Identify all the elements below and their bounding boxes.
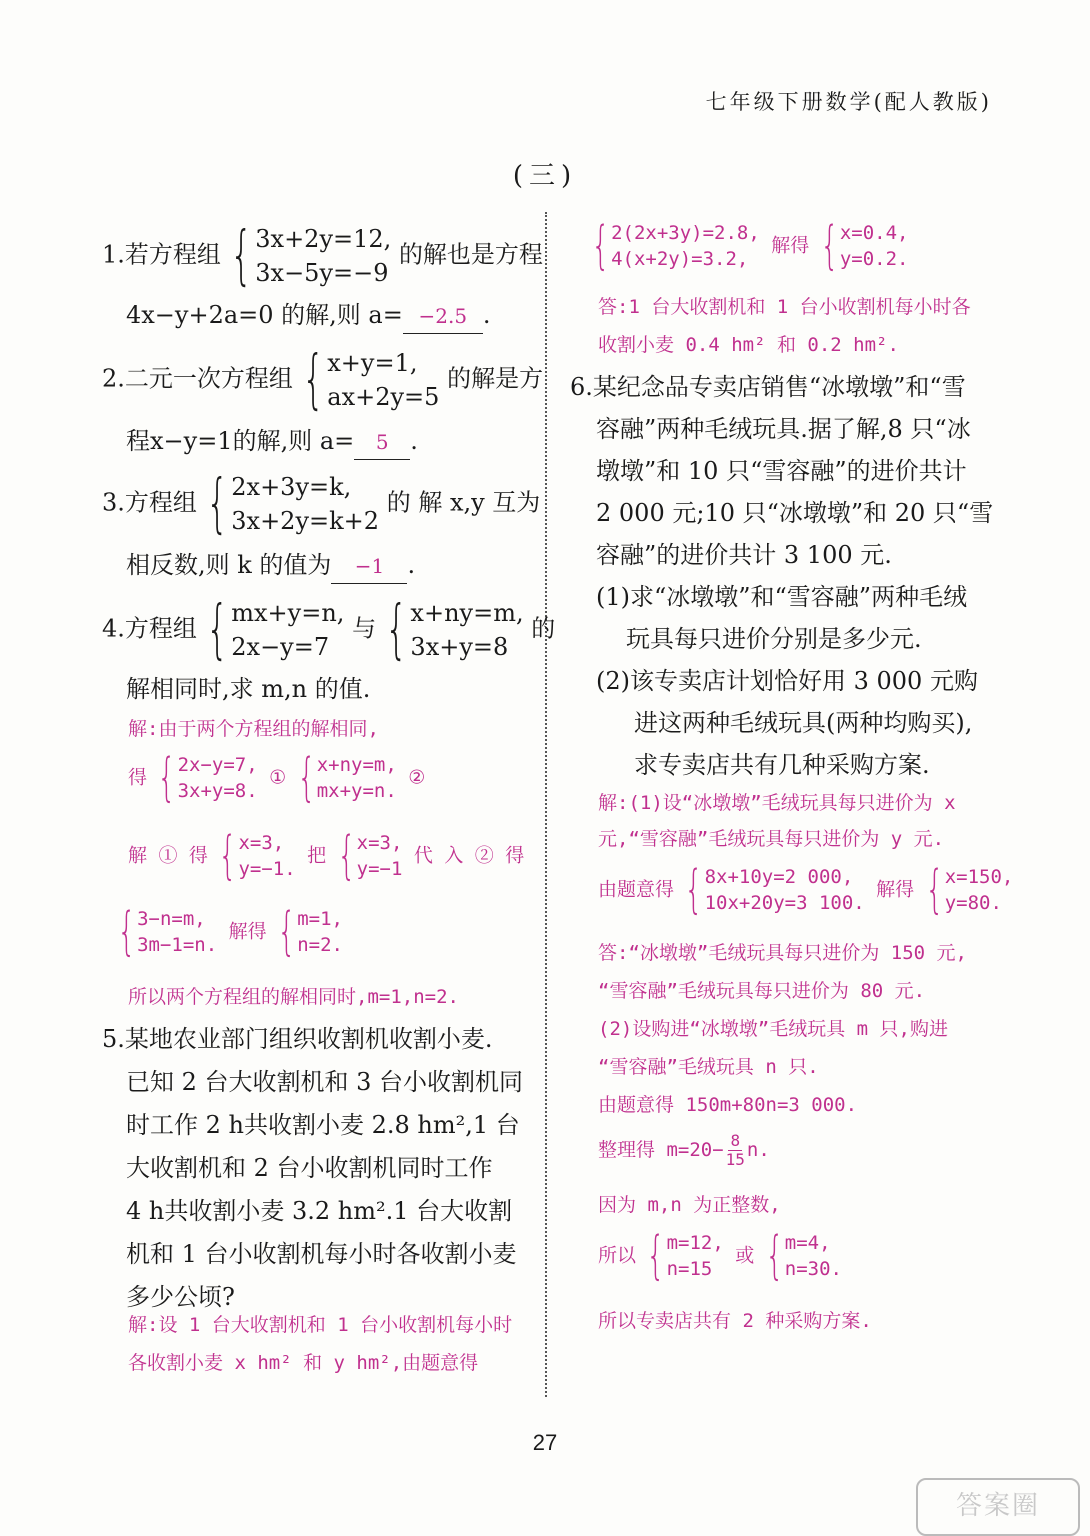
book-header: 七年级下册数学(配人教版) — [705, 90, 992, 114]
question-4: 4.方程组 { mx+y=n, 2x−y=7 与 { x+ny=m, 3x+y=8 的 — [102, 593, 556, 667]
answer-blank: 5 — [354, 425, 410, 460]
column-divider — [545, 212, 547, 1397]
watermark-logo: 答案圈 — [916, 1478, 1080, 1536]
question-5-line: 机和 1 台小收割机每小时各收割小麦 — [126, 1240, 517, 1268]
question-5-line: 多少公顷? — [126, 1283, 235, 1311]
answer-6-line7: “雪容融”毛绒玩具 n 只. — [598, 1056, 819, 1078]
question-4-line2: 解相同时,求 m,n 的值. — [126, 675, 371, 703]
question-5-line: 大收割机和 2 台小收割机同时工作 — [126, 1154, 493, 1182]
answer-6-line1: 解:(1)设“冰墩墩”毛绒玩具每只进价为 x — [598, 792, 956, 814]
question-6 — [570, 366, 993, 576]
question-6-line: 墩墩”和 10 只“雪容融”的进价共计 — [596, 457, 967, 485]
answer-4-line2: 得 { 2x−y=7, 3x+y=8. ① { x+ny=m, mx+y=n. ② — [128, 748, 426, 808]
answer-5-line2: 各收割小麦 x hm² 和 y hm²,由题意得 — [128, 1352, 479, 1374]
answer-6-line2: 元,“雪容融”毛绒玩具每只进价为 y 元. — [598, 828, 945, 850]
answer-4-line3: 解 ① 得 { x=3, y=−1. 把 { x=3, y=−1 代 入 ② 得 — [128, 826, 525, 886]
answer-4-line5: 所以两个方程组的解相同时,m=1,n=2. — [128, 986, 459, 1008]
question-5-line: 4 h共收割小麦 3.2 hm².1 台大收割 — [126, 1197, 513, 1225]
question-5-line: 时工作 2 h共收割小麦 2.8 hm²,1 台 — [126, 1111, 520, 1139]
question-5 — [102, 1018, 523, 1319]
question-2-line2: 程x−y=1的解,则 a= 5 . — [126, 424, 418, 460]
question-5-line: 5.某地农业部门组织收割机收割小麦. — [102, 1025, 493, 1053]
question-3-line2: 相反数,则 k 的值为 −1 . — [126, 548, 415, 584]
answer-6-line9: 整理得 m=20− $\frac{8}{15}$ n. — [598, 1131, 770, 1169]
answer-5-system: { 2(2x+3y)=2.8, 4(x+2y)=3.2, 解得 { x=0.4, y=0.2. — [591, 216, 909, 276]
question-1-line2: 4x−y+2a=0 的解,则 a= −2.5 . — [126, 298, 490, 334]
answer-5-line1: 解:设 1 台大收割机和 1 台小收割机每小时 — [128, 1314, 513, 1336]
question-6-part-2: (2)该专卖店计划恰好用 3 000 元购 进这两种毛绒玩具(两种均购买), 求专卖店共有几种采购方案. — [596, 667, 978, 779]
question-6-line: 容融”两种毛绒玩具.据了解,8 只“冰 — [596, 415, 971, 443]
question-6-line: 容融”的进价共计 3 100 元. — [596, 541, 892, 569]
question-5-line: 已知 2 台大收割机和 3 台小收割机同 — [126, 1068, 524, 1096]
answer-blank: −1 — [331, 549, 407, 584]
answer-6-system: 由题意得 { 8x+10y=2 000, 10x+20y=3 100. 解得 { x=150, y=80. — [598, 860, 1014, 920]
answer-blank: −2.5 — [403, 299, 483, 334]
section-title: (三) — [512, 161, 578, 191]
question-6-line: 2 000 元;10 只“冰墩墩”和 20 只“雪 — [596, 499, 994, 527]
answer-5-conclusion-1: 答:1 台大收割机和 1 台小收割机每小时各 — [598, 296, 971, 318]
answer-4-line4: { 3−n=m, 3m−1=n. 解得 { m=1, n=2. — [117, 902, 343, 962]
answer-6-line6: (2)设购进“冰墩墩”毛绒玩具 m 只,购进 — [598, 1018, 948, 1040]
answer-6-line11: 所以 { m=12, n=15 或 { m=4, n=30. — [598, 1226, 842, 1286]
answer-5-conclusion-2: 收割小麦 0.4 hm² 和 0.2 hm². — [598, 334, 899, 356]
answer-6-line10: 因为 m,n 为正整数, — [598, 1194, 781, 1216]
question-3: 3.方程组 { 2x+3y=k, 3x+2y=k+2 的 解 x,y 互为 — [102, 467, 541, 541]
question-6-part-1: (1)求“冰墩墩”和“雪容融”两种毛绒 玩具每只进价分别是多少元. — [596, 583, 968, 653]
answer-6-line8: 由题意得 150m+80n=3 000. — [598, 1094, 858, 1116]
answer-6-line12: 所以专卖店共有 2 种采购方案. — [598, 1310, 872, 1332]
answer-4-line1: 解:由于两个方程组的解相同, — [128, 718, 379, 740]
page-number: 27 — [532, 1430, 558, 1455]
answer-6-line5: “雪容融”毛绒玩具每只进价为 80 元. — [598, 980, 926, 1002]
question-6-line: 6.某纪念品专卖店销售“冰墩墩”和“雪 — [570, 373, 966, 401]
question-1: 1.若方程组 { 3x+2y=12, 3x−5y=−9 的解也是方程 — [102, 219, 543, 293]
answer-6-line4: 答:“冰墩墩”毛绒玩具每只进价为 150 元, — [598, 942, 967, 964]
question-2: 2.二元一次方程组 { x+y=1, ax+2y=5 的解是方 — [102, 343, 544, 417]
